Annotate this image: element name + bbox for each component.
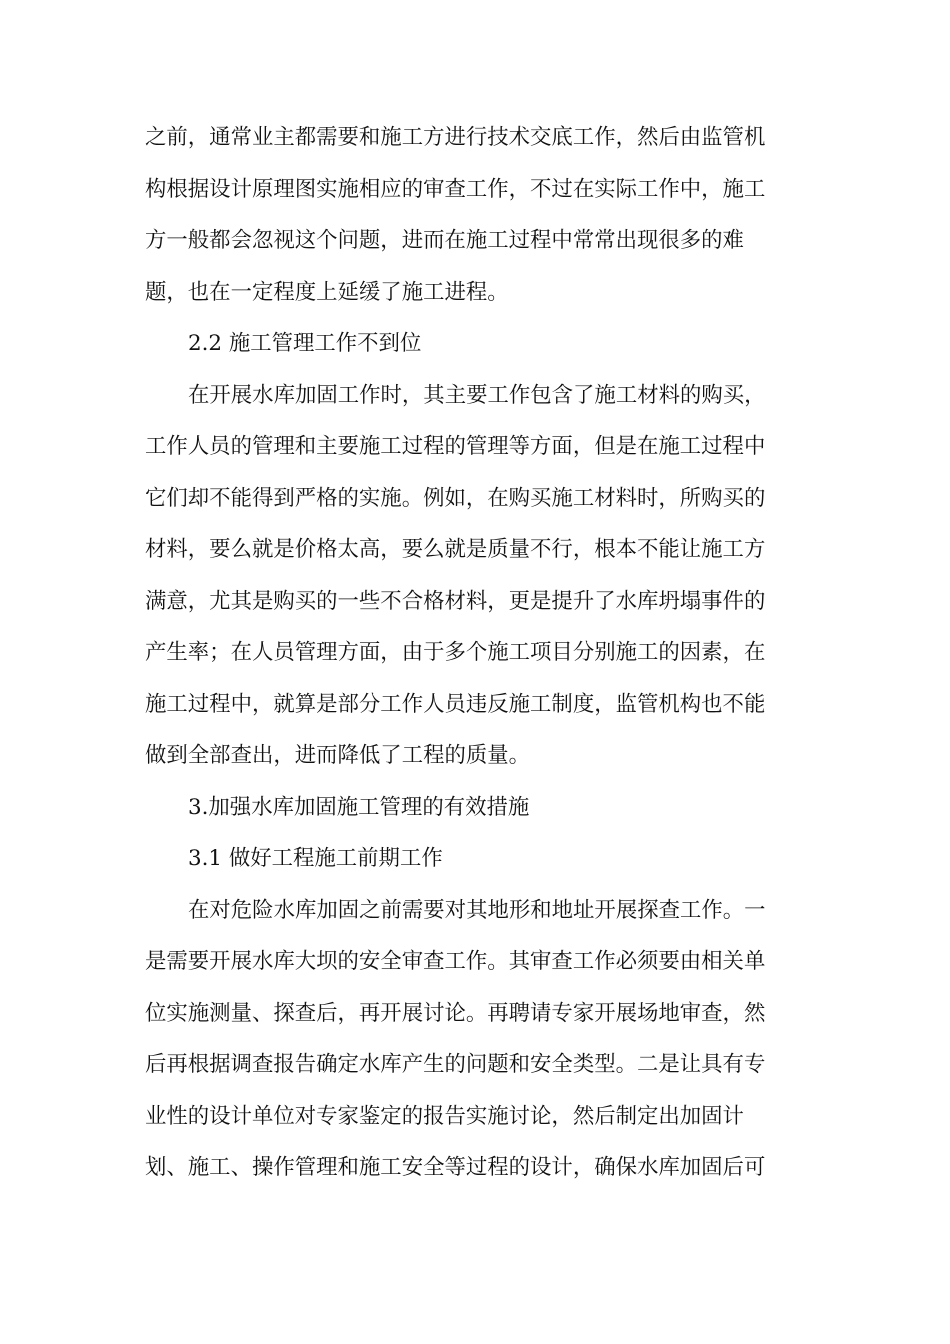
text-line: 位实施测量、探查后，再开展讨论。再聘请专家开展场地审查，然 — [145, 1000, 766, 1026]
text-line: 满意，尤其是购买的一些不合格材料，更是提升了水库坍塌事件的 — [145, 588, 766, 614]
text-line: 它们却不能得到严格的实施。例如，在购买施工材料时，所购买的 — [145, 485, 766, 511]
text-line: 方一般都会忽视这个问题，进而在施工过程中常常出现很多的难 — [145, 228, 744, 253]
text-line: 3.1 做好工程施工前期工作 — [188, 846, 443, 871]
text-line: 业性的设计单位对专家鉴定的报告实施讨论，然后制定出加固计 — [145, 1103, 744, 1129]
text-line: 材料，要么就是价格太高，要么就是质量不行，根本不能让施工方 — [145, 537, 766, 562]
text-line: 施工过程中，就算是部分工作人员违反施工制度，监管机构也不能 — [145, 691, 766, 717]
text-line: 在开展水库加固工作时，其主要工作包含了施工材料的购买， — [188, 382, 766, 408]
text-line: 在对危险水库加固之前需要对其地形和地址开展探查工作。一 — [188, 897, 766, 923]
text-line: 工作人员的管理和主要施工过程的管理等方面，但是在施工过程中 — [145, 434, 766, 459]
text-line: 做到全部查出，进而降低了工程的质量。 — [145, 743, 531, 768]
text-line: 是需要开展水库大坝的安全审查工作。其审查工作必须要由相关单 — [145, 949, 766, 974]
text-line: 之前，通常业主都需要和施工方进行技术交底工作，然后由监管机 — [145, 125, 766, 150]
text-line: 3.加强水库加固施工管理的有效措施 — [188, 794, 530, 820]
text-line: 题，也在一定程度上延缓了施工进程。 — [145, 279, 509, 305]
body-text — [145, 118, 805, 1200]
text-line: 构根据设计原理图实施相应的审查工作，不过在实际工作中，施工 — [145, 176, 766, 202]
text-line: 2.2 施工管理工作不到位 — [188, 331, 422, 356]
text-line: 划、施工、操作管理和施工安全等过程的设计，确保水库加固后可 — [145, 1155, 766, 1180]
text-line: 产生率；在人员管理方面，由于多个施工项目分别施工的因素，在 — [145, 640, 766, 665]
text-line: 后再根据调查报告确定水库产生的问题和安全类型。二是让具有专 — [145, 1052, 766, 1077]
